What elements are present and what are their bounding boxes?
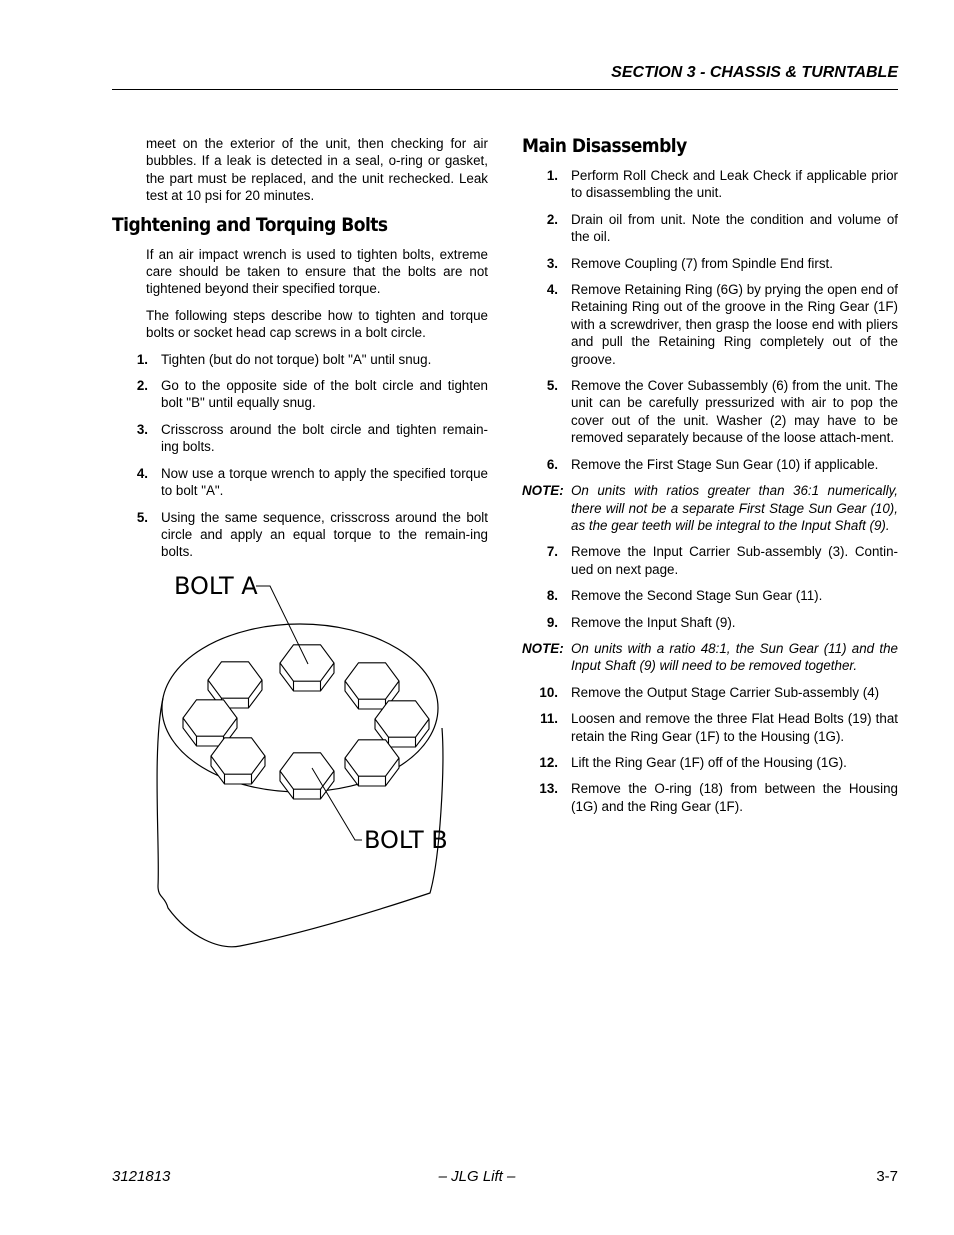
note-label: NOTE:: [522, 483, 564, 499]
step-number: 6.: [546, 456, 558, 472]
document-number: 3121813: [112, 1168, 171, 1185]
step-number: 10.: [539, 684, 558, 700]
disassembly-steps-a: [522, 167, 898, 473]
list-item: [522, 710, 898, 745]
step-number: 3.: [136, 421, 148, 437]
bolt-head-icon: [345, 740, 399, 786]
header-rule: [112, 89, 898, 90]
list-item: [522, 456, 898, 473]
section-header: SECTION 3 - CHASSIS & TURNTABLE: [611, 64, 898, 81]
step-text: Perform Roll Check and Leak Check if applicable prior to disassembling the unit.: [571, 168, 898, 201]
list-item: [522, 780, 898, 815]
disassembly-steps-c: [522, 684, 898, 815]
list-item: [522, 614, 898, 631]
page-number: 3-7: [876, 1168, 898, 1185]
step-number: 5.: [136, 509, 148, 525]
intro-paragraph: meet on the exterior of the unit, then checking for air bubbles. If a leak is detected in a seal, o-ring or gasket, the part must be replaced, and the unit rechecked. Leak test at 10 psi for 20 minutes.: [146, 136, 488, 204]
bolt-b-label: BOLT B: [364, 826, 448, 854]
step-number: 9.: [546, 614, 558, 630]
bolt-circle-figure: [150, 568, 450, 953]
list-item: [112, 351, 488, 368]
list-item: [522, 587, 898, 604]
step-text: Remove the First Stage Sun Gear (10) if applicable.: [571, 456, 879, 472]
step-number: 11.: [540, 711, 558, 727]
step-text: Remove the O-ring (18) from between the Housing (1G) and the Ring Gear (1F).: [571, 781, 898, 814]
list-item: [522, 281, 898, 368]
list-item: [522, 543, 898, 578]
disassembly-steps-b: [522, 543, 898, 631]
note-ratio-48: [522, 640, 898, 675]
step-number: 3.: [546, 255, 558, 271]
left-column: [112, 135, 488, 570]
list-item: [522, 211, 898, 246]
step-number: 4.: [546, 282, 558, 298]
step-text: Tighten (but do not torque) bolt "A" until snug.: [161, 351, 432, 367]
step-text: Remove the Cover Subassembly (6) from the unit. The unit can be carefully pressurized with air to pop the cover out of the unit. Washer (2) may have to be removed separately because of the loose attach-ment.: [571, 378, 898, 446]
list-item: [112, 377, 488, 412]
list-item: [112, 509, 488, 561]
list-item: [112, 421, 488, 456]
step-text: Remove the Input Shaft (9).: [571, 614, 736, 630]
tightening-steps: [112, 351, 488, 561]
step-number: 2.: [546, 211, 558, 227]
step-text: Remove the Second Stage Sun Gear (11).: [571, 588, 823, 604]
bolt-head-icon: [280, 645, 334, 691]
bolt-circle-paragraph: The following steps describe how to tighten and torque bolts or socket head cap screws in a bolt circle.: [146, 307, 488, 341]
list-item: [522, 377, 898, 447]
step-text: Now use a torque wrench to apply the specified torque to bolt "A".: [161, 465, 488, 499]
list-item: [112, 465, 488, 500]
step-text: Remove Coupling (7) from Spindle End first.: [571, 255, 833, 271]
list-item: [522, 255, 898, 272]
step-number: 5.: [546, 378, 558, 394]
step-text: Using the same sequence, crisscross around the bolt circle and apply an equal torque to the remain-ing bolts.: [161, 509, 488, 560]
step-text: Drain oil from unit. Note the condition and volume of the oil.: [571, 211, 898, 245]
step-text: Remove the Input Carrier Sub-assembly (3). Contin-ued on next page.: [571, 544, 898, 577]
list-item: [522, 754, 898, 771]
step-number: 13.: [539, 781, 558, 797]
step-number: 1.: [546, 168, 558, 183]
step-text: Remove Retaining Ring (6G) by prying the open end of Retaining Ring out of the groove in the Ring Gear (1F) with a screwdriver, then grasp the loose end with pliers and pull the Retaining Ring completely out of the groove.: [571, 282, 898, 367]
tightening-heading: Tightening and Torquing Bolts: [112, 213, 388, 236]
note-text: On units with ratios greater than 36:1 numerically, there will not be a separate First Stage Sun Gear (10), as the gear teeth will be integral to the Input Shaft (9).: [571, 483, 898, 533]
main-disassembly-heading: Main Disassembly: [522, 135, 687, 157]
step-number: 8.: [546, 588, 558, 604]
step-number: 1.: [136, 351, 148, 367]
bolt-head-icon: [211, 738, 265, 784]
bolt-a-label: BOLT A: [174, 572, 258, 600]
step-text: Lift the Ring Gear (1F) off of the Housing (1G).: [571, 754, 847, 770]
step-text: Go to the opposite side of the bolt circle and tighten bolt "B" until equally snug.: [161, 378, 488, 411]
step-number: 12.: [539, 754, 558, 770]
step-number: 7.: [546, 544, 558, 560]
step-text: Loosen and remove the three Flat Head Bolts (19) that retain the Ring Gear (1F) to the Housing (1G).: [571, 711, 898, 744]
step-text: Remove the Output Stage Carrier Sub-assembly (4): [571, 684, 880, 700]
right-column: [522, 135, 898, 824]
list-item: [522, 684, 898, 701]
air-wrench-paragraph: If an air impact wrench is used to tighten bolts, extreme care should be taken to ensure that the bolts are not tightened beyond their specified torque.: [146, 246, 488, 297]
footer-brand: – JLG Lift –: [438, 1168, 516, 1185]
note-label: NOTE:: [522, 640, 564, 656]
step-text: Crisscross around the bolt circle and tighten remain-ing bolts.: [161, 421, 488, 455]
note-text: On units with a ratio 48:1, the Sun Gear (11) and the Input Shaft (9) will need to be removed together.: [571, 640, 898, 674]
note-ratio-36: [522, 482, 898, 534]
step-number: 4.: [136, 465, 148, 481]
step-number: 2.: [136, 378, 148, 394]
list-item: [522, 167, 898, 202]
